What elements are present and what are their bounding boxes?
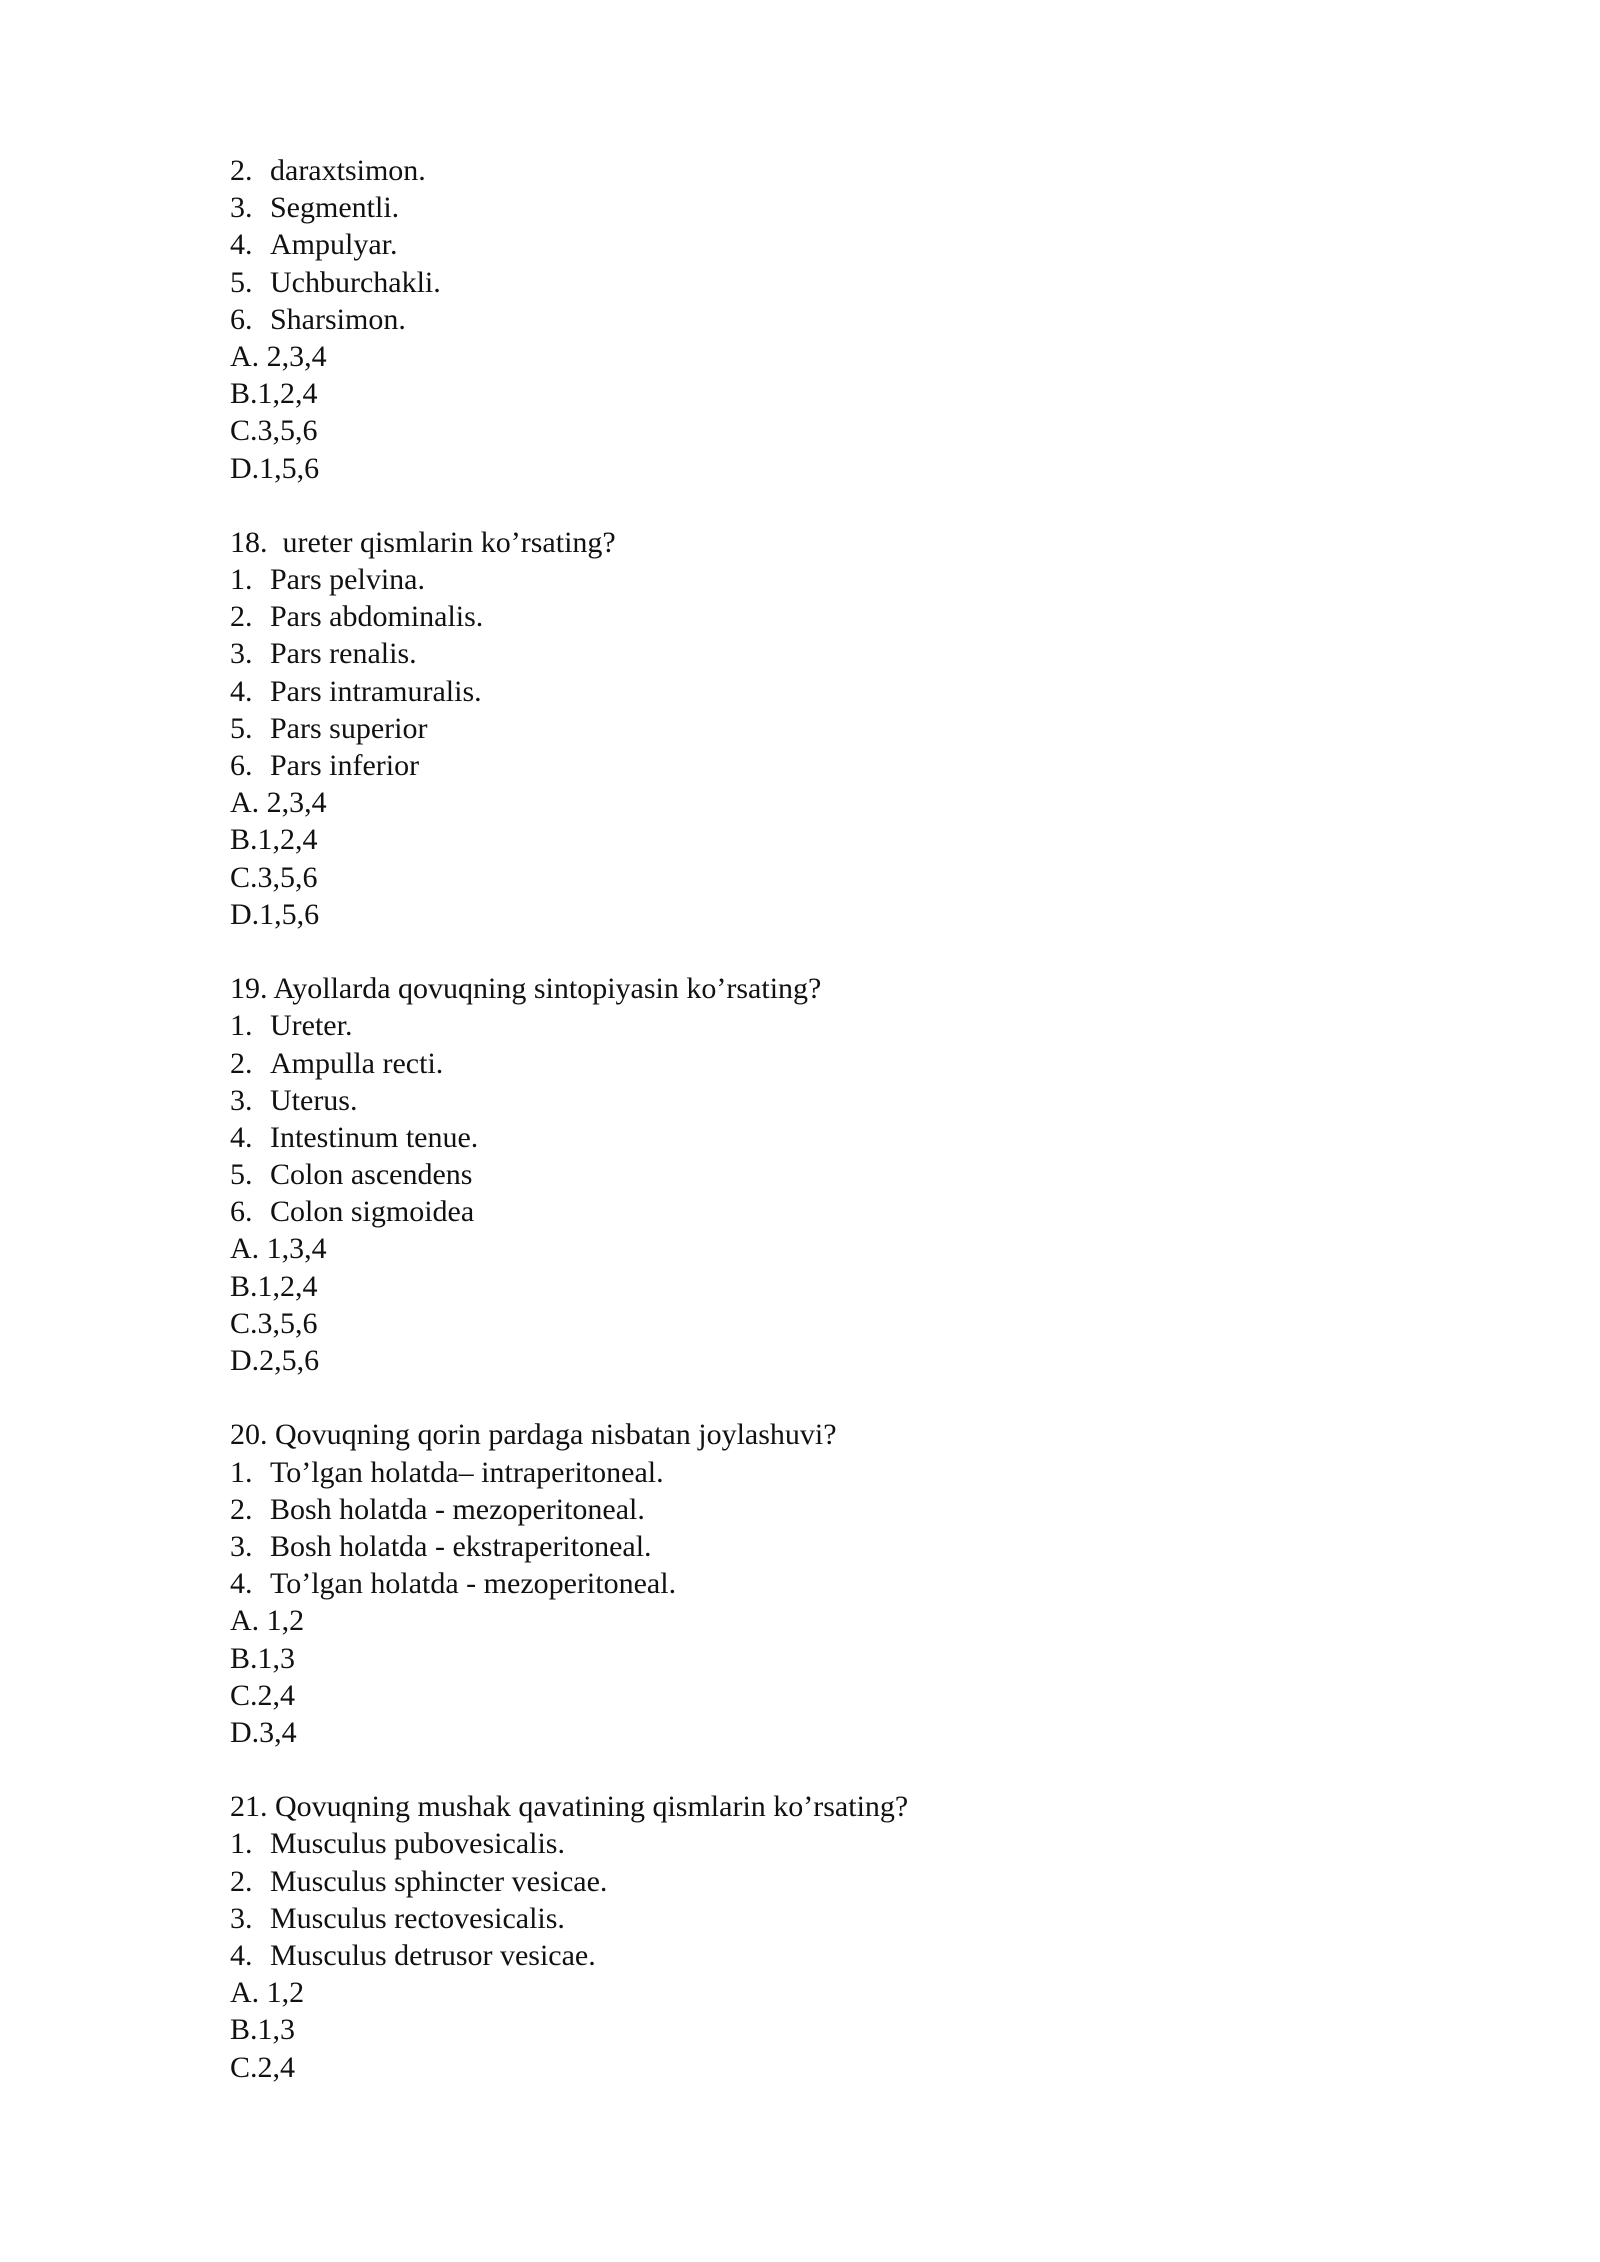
item-number: 5. [230, 265, 253, 299]
list-item [230, 1007, 1430, 1044]
question-title: 20. Qovuqning qorin pardaga nisbatan joylashuvi? [230, 1418, 837, 1452]
answer-option: D.1,5,6 [230, 897, 320, 931]
item-number: 1. [230, 1009, 253, 1043]
list-item [230, 1825, 1430, 1862]
answer-option: B.1,3 [230, 1641, 296, 1675]
answer-option: D.1,5,6 [230, 451, 320, 485]
item-text: Ureter. [270, 1009, 353, 1043]
list-item [230, 1082, 1430, 1119]
item-text: Segmentli. [270, 191, 400, 225]
item-text: Musculus detrusor vesicae. [270, 1939, 596, 1972]
answer-option: A. 2,3,4 [230, 339, 327, 373]
list-item [230, 1454, 1430, 1491]
item-number: 6. [230, 749, 253, 782]
item-text: Uchburchakli. [270, 265, 441, 299]
item-text: Sharsimon. [270, 302, 406, 336]
item-number: 2. [230, 1492, 253, 1526]
item-text: Musculus rectovesicalis. [270, 1901, 565, 1935]
list-item [230, 1193, 1430, 1230]
question-title: 18. ureter qismlarin ko’rsating? [230, 525, 616, 559]
item-number: 3. [230, 191, 253, 225]
question-title: 21. Qovuqning mushak qavatining qismlarin ko’rsating? [230, 1790, 909, 1824]
answer-option: A. 1,2 [230, 1976, 305, 2010]
list-item [230, 152, 1430, 189]
list-item [230, 1119, 1430, 1156]
item-number: 4. [230, 674, 253, 708]
list-item [230, 1937, 1430, 1974]
item-number: 5. [230, 711, 253, 745]
question-title: 19. Ayollarda qovuqning sintopiyasin ko’rsating? [230, 972, 822, 1006]
item-number: 5. [230, 1158, 253, 1192]
item-number: 3. [230, 637, 253, 671]
item-number: 4. [230, 1120, 253, 1154]
item-text: Pars superior [270, 711, 428, 745]
item-number: 4. [230, 1939, 253, 1972]
item-text: Musculus sphincter vesicae. [270, 1864, 608, 1898]
answer-option: D.3,4 [230, 1715, 297, 1749]
list-item [230, 1900, 1430, 1937]
item-text: Intestinum tenue. [270, 1120, 479, 1154]
paragraph-spacer [230, 1379, 1430, 1416]
paragraph-spacer [230, 1751, 1430, 1788]
item-number: 2. [230, 600, 253, 634]
item-number: 6. [230, 302, 253, 336]
answer-option: C.2,4 [230, 2050, 296, 2084]
item-text: Pars abdominalis. [270, 600, 484, 634]
item-number: 2. [230, 1864, 253, 1898]
list-item [230, 710, 1430, 747]
item-number: 3. [230, 1901, 253, 1935]
answer-option: B.1,3 [230, 2013, 296, 2047]
item-number: 2. [230, 154, 253, 187]
item-number: 4. [230, 228, 253, 262]
item-text: Pars intramuralis. [270, 674, 482, 708]
item-text: Pars renalis. [270, 637, 417, 671]
item-text: daraxtsimon. [270, 154, 426, 187]
item-text: Uterus. [270, 1083, 358, 1117]
list-item [230, 635, 1430, 672]
item-text: Colon ascendens [270, 1158, 473, 1192]
answer-option: C.2,4 [230, 1678, 296, 1712]
item-text: Bosh holatda - mezoperitoneal. [270, 1492, 645, 1526]
paragraph-spacer [230, 933, 1430, 970]
list-item [230, 1491, 1430, 1528]
list-item [230, 1565, 1430, 1602]
item-text: Ampulyar. [270, 228, 398, 262]
answer-option: D.2,5,6 [230, 1344, 320, 1377]
answer-option: C.3,5,6 [230, 414, 318, 448]
item-text: Bosh holatda - ekstraperitoneal. [270, 1529, 652, 1563]
document-body [230, 152, 1430, 2086]
item-number: 1. [230, 1827, 253, 1861]
item-number: 3. [230, 1529, 253, 1563]
paragraph-spacer [230, 487, 1430, 524]
list-item [230, 598, 1430, 635]
answer-option: B.1,2,4 [230, 823, 318, 857]
answer-option: A. 1,3,4 [230, 1232, 327, 1266]
item-number: 6. [230, 1195, 253, 1229]
answer-option: B.1,2,4 [230, 377, 318, 411]
answer-option: A. 2,3,4 [230, 786, 327, 820]
list-item [230, 301, 1430, 338]
item-text: Pars pelvina. [270, 563, 425, 597]
list-item [230, 747, 1430, 784]
list-item [230, 1045, 1430, 1082]
list-item [230, 1528, 1430, 1565]
item-number: 1. [230, 1455, 253, 1489]
item-text: To’lgan holatda– intraperitoneal. [270, 1455, 664, 1489]
item-text: Ampulla recti. [270, 1046, 444, 1080]
answer-option: C.3,5,6 [230, 860, 318, 894]
answer-option: B.1,2,4 [230, 1269, 318, 1303]
list-item [230, 1156, 1430, 1193]
answer-option: A. 1,2 [230, 1604, 305, 1638]
item-number: 3. [230, 1083, 253, 1117]
item-text: Musculus pubovesicalis. [270, 1827, 565, 1861]
list-item [230, 673, 1430, 710]
list-item [230, 264, 1430, 301]
list-item [230, 1863, 1430, 1900]
item-text: To’lgan holatda - mezoperitoneal. [270, 1567, 677, 1601]
list-item [230, 226, 1430, 263]
item-number: 1. [230, 563, 253, 597]
list-item [230, 189, 1430, 226]
answer-option: C.3,5,6 [230, 1306, 318, 1340]
item-text: Pars inferior [270, 749, 420, 782]
item-number: 4. [230, 1567, 253, 1601]
list-item [230, 561, 1430, 598]
item-text: Colon sigmoidea [270, 1195, 475, 1229]
item-number: 2. [230, 1046, 253, 1080]
